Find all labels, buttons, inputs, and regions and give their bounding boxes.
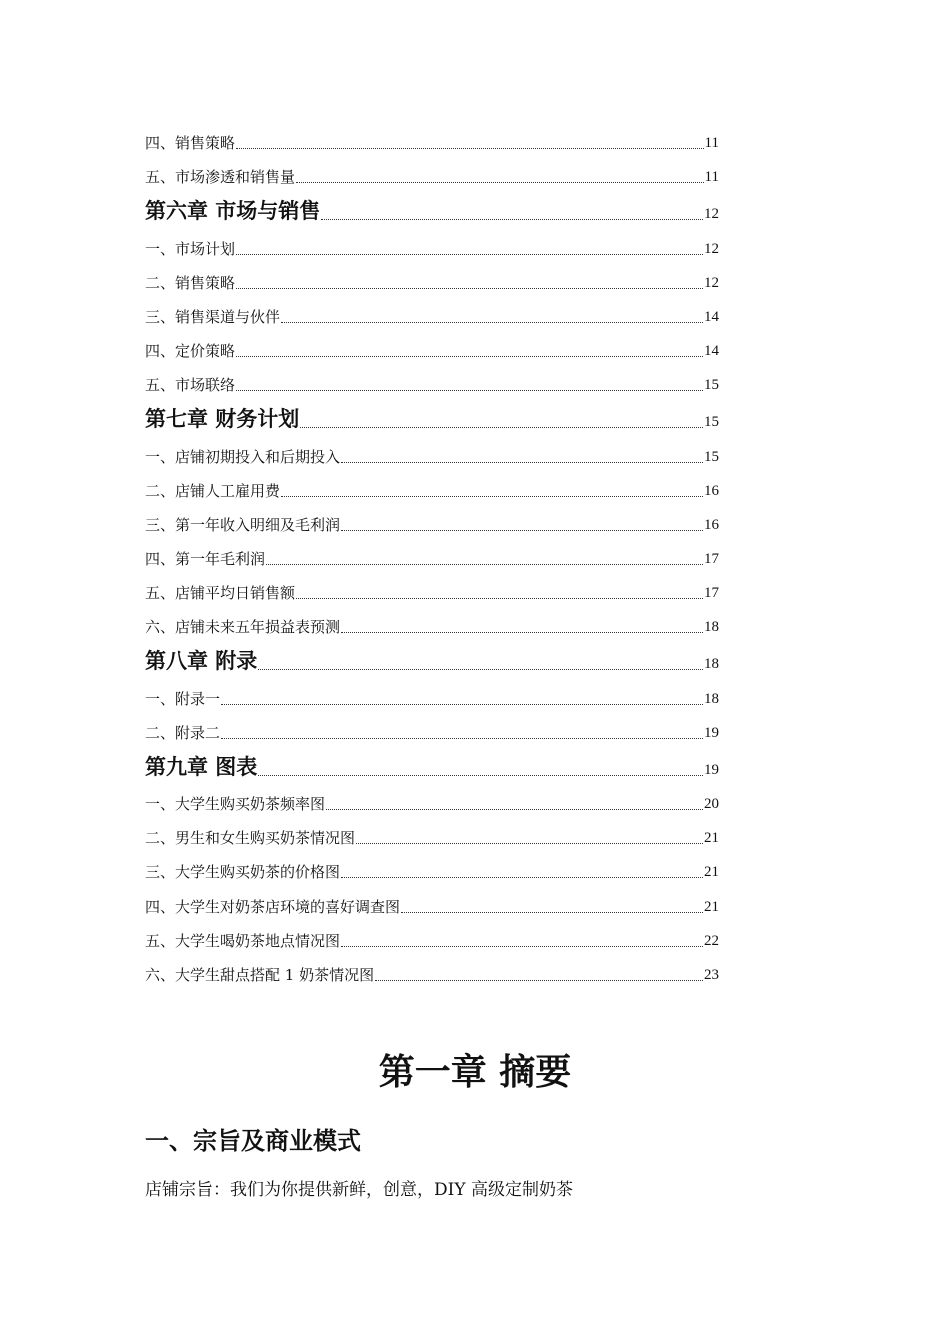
toc-entry-title: 二、附录二 — [145, 723, 221, 742]
toc-entry[interactable] — [145, 849, 719, 883]
toc-entry-title: 五、大学生喝奶茶地点情况图 — [145, 931, 341, 950]
toc-entry-title: 三、第一年收入明细及毛利润 — [145, 515, 341, 534]
body-paragraph: 店铺宗旨：我们为你提供新鲜，创意，DIY 高级定制奶茶 — [145, 1180, 573, 1200]
toc-entry-title: 第八章 附录 — [145, 649, 258, 674]
toc-page-number: 11 — [704, 135, 719, 152]
toc-page-number: 12 — [704, 206, 719, 223]
toc-page-number: 18 — [704, 656, 719, 673]
toc-page-number: 12 — [704, 274, 719, 291]
toc-dot-leader — [341, 877, 703, 878]
toc-dot-leader — [356, 843, 703, 844]
toc-entry[interactable] — [145, 675, 719, 709]
toc-page-number: 19 — [704, 761, 719, 778]
toc-entry[interactable] — [145, 225, 719, 259]
toc-dot-leader — [236, 288, 703, 289]
toc-page-number: 22 — [704, 932, 719, 949]
toc-entry-title: 五、市场渗透和销售量 — [145, 168, 296, 187]
toc-dot-leader — [341, 462, 703, 463]
toc-entry-title: 六、大学生甜点搭配 1 奶茶情况图 — [145, 965, 375, 984]
toc-entry-title: 二、销售策略 — [145, 273, 236, 292]
toc-entry[interactable] — [145, 570, 719, 604]
toc-entry-title: 一、大学生购买奶茶频率图 — [145, 795, 326, 813]
toc-entry[interactable] — [145, 952, 719, 986]
toc-entry[interactable] — [145, 260, 719, 294]
toc-page-number: 23 — [704, 966, 719, 983]
toc-dot-leader — [258, 669, 703, 670]
toc-dot-leader — [266, 564, 703, 565]
toc-page-number: 17 — [704, 585, 719, 602]
toc-entry[interactable] — [145, 468, 719, 502]
toc-entry-title: 一、附录一 — [145, 689, 221, 708]
section-title: 一、宗旨及商业模式 — [145, 1127, 361, 1155]
toc-page-number: 21 — [704, 830, 719, 847]
toc-entry-title: 第九章 图表 — [145, 754, 258, 779]
toc-entry[interactable] — [145, 433, 719, 467]
toc-entry[interactable] — [145, 883, 719, 917]
toc-dot-leader — [281, 322, 703, 323]
toc-dot-leader — [258, 775, 703, 776]
toc-dot-leader — [326, 809, 703, 810]
toc-dot-leader — [281, 496, 703, 497]
toc-entry[interactable] — [145, 536, 719, 570]
toc-dot-leader — [236, 148, 704, 149]
toc-page-number: 14 — [704, 308, 719, 325]
toc-page-number: 20 — [704, 796, 719, 812]
toc-dot-leader — [341, 632, 703, 633]
toc-page-number: 11 — [704, 169, 719, 186]
toc-entry[interactable] — [145, 294, 719, 328]
toc-page-number: 15 — [704, 414, 719, 431]
toc-entry-title: 六、店铺未来五年损益表预测 — [145, 618, 341, 637]
toc-dot-leader — [321, 219, 703, 220]
toc-page-number: 18 — [704, 690, 719, 707]
toc-page-number: 21 — [704, 898, 719, 915]
toc-dot-leader — [221, 738, 703, 739]
toc-entry-title: 三、销售渠道与伙伴 — [145, 307, 281, 326]
toc-dot-leader — [300, 427, 703, 428]
toc-dot-leader — [221, 704, 703, 705]
toc-dot-leader — [296, 182, 704, 183]
toc-entry-title: 第七章 财务计划 — [145, 407, 300, 432]
toc-chapter-entry[interactable] — [145, 744, 719, 781]
toc-entry[interactable] — [145, 328, 719, 362]
toc-dot-leader — [375, 980, 703, 981]
toc-entry[interactable] — [145, 604, 719, 638]
toc-chapter-entry[interactable] — [145, 396, 719, 433]
toc-entry[interactable] — [145, 815, 719, 849]
toc-entry-title: 一、市场计划 — [145, 239, 236, 258]
toc-entry-title: 四、第一年毛利润 — [145, 550, 266, 569]
toc-entry-title: 二、男生和女生购买奶茶情况图 — [145, 829, 356, 848]
toc-dot-leader — [236, 254, 703, 255]
table-of-contents — [145, 120, 719, 986]
toc-page-number: 15 — [704, 448, 719, 465]
toc-entry[interactable] — [145, 710, 719, 744]
toc-page-number: 16 — [704, 516, 719, 533]
toc-dot-leader — [341, 530, 703, 531]
toc-page-number: 19 — [704, 724, 719, 741]
toc-page-number: 12 — [704, 240, 719, 257]
toc-entry[interactable] — [145, 362, 719, 396]
toc-page-number: 16 — [704, 482, 719, 499]
toc-entry-title: 二、店铺人工雇用费 — [145, 481, 281, 500]
toc-page-number: 21 — [704, 864, 719, 881]
toc-dot-leader — [341, 946, 703, 947]
toc-page-number: 17 — [704, 551, 719, 568]
toc-page-number: 14 — [704, 343, 719, 360]
chapter-title: 第一章 摘要 — [378, 1052, 572, 1093]
toc-chapter-entry[interactable] — [145, 188, 719, 225]
toc-entry-title: 四、大学生对奶茶店环境的喜好调查图 — [145, 897, 401, 916]
toc-entry[interactable] — [145, 918, 719, 952]
toc-entry[interactable] — [145, 154, 719, 188]
toc-dot-leader — [401, 912, 703, 913]
toc-entry-title: 四、定价策略 — [145, 342, 236, 361]
toc-dot-leader — [236, 390, 703, 391]
toc-entry[interactable] — [145, 120, 719, 154]
toc-page-number: 15 — [704, 377, 719, 394]
toc-entry-title: 三、大学生购买奶茶的价格图 — [145, 863, 341, 882]
toc-entry-title: 五、市场联络 — [145, 376, 236, 395]
toc-dot-leader — [236, 356, 703, 357]
toc-entry-title: 四、销售策略 — [145, 134, 236, 153]
toc-dot-leader — [296, 598, 703, 599]
toc-entry-title: 一、店铺初期投入和后期投入 — [145, 447, 341, 466]
toc-page-number: 18 — [704, 619, 719, 636]
toc-entry-title: 第六章 市场与销售 — [145, 199, 321, 224]
toc-entry-title: 五、店铺平均日销售额 — [145, 584, 296, 603]
toc-entry[interactable] — [145, 781, 719, 815]
toc-chapter-entry[interactable] — [145, 638, 719, 675]
toc-entry[interactable] — [145, 502, 719, 536]
